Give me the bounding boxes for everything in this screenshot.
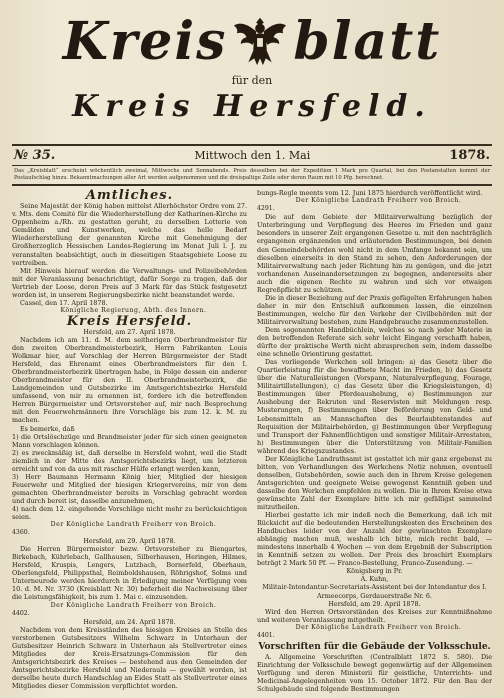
article-paragraph: Die auf dem Gebiete der Militairverwaltung bezüglich der Unterbringung und Verpflegung des Heeres im Frieden und ganz besonders in unserer Zeit ergangenen Gesetze u. mit den nachträglich ergangenen ergänzenden und erläuternden Bestimmungen, bei denen den Gemeindebehörden wohl nicht in dem Umfange bekannt sein, um dieselben einerseits in den Stand zu sehen, den Anforderungen der Militairverwaltung nach jeder Richtung hin zu genügen, und die jetzt vorhandenen Auseinandersetzungen zu begegnen, andererseits aber auch die eigenen Rechte zu wahren und sich vor etwaigen Regreßpflicht zu schützen. (257, 213, 492, 294)
article-paragraph: Dem sogenannten Handbüchlein, welches so nach jeder Materie in den betreffenden Referate sich sehr leicht Eingang verschafft haben, dürfte der praktische Werth nicht abzusprechen sein, indem dasselbe eine schnelle Orientirung gestattet. (257, 325, 492, 359)
article-paragraph: Seine Majestät der König haben mittelst Allerhöchster Ordre vom 27. v. Mts. dem Comité für die Wiederherstellung der Katharinen-Kirche zu Oppenheim a./Rh. zu gestatten geruht, zu derselben Lotterie von Gemälden und Kunstwerken, welche das helle Bedarf Wiederherstellung der genannten Kirche mit Genehmigung der Großherzoglich Hessischen Landes-Regierung im Monat Juli l. J. zu veranstalten beabsichtigt, auch in dieseitigen Staatsgebiete Loose zu vertreiben. (12, 202, 247, 267)
article-paragraph: Der Königliche Landrathsamt ist gestattet ich mir ganz ergebenst zu bitten, von Verhandlungen des Werkchens Notiz nehmen, eventuell denselben, Gutsbehörden, sowie auch den in Ihrem Kreise gelegenen Amtsgerichten und geeignete Weise gewogenst Kenntniß geben und dasselbe den Werkchen empfehlen zu wollen. Die in Ihrem Kreise etwa gewünschte Zahl der Exemplare bitte ich mir gefälligst sammelnd mitzutheilen. (257, 454, 492, 512)
reference-number: 4401. (257, 631, 275, 639)
dateline: Hersfeld, am 29. April 1878. (328, 599, 421, 608)
signature: Der Königliche Landrath Freiherr von Broich. (295, 197, 462, 205)
heading-vorschriften: Vorschriften für die Gebäude der Volksschule. (258, 641, 491, 652)
right-column (257, 189, 492, 697)
dateline: Hersfeld, am 27. April 1878. (83, 327, 176, 336)
dateline: Cassel, den 17. April 1878. (20, 298, 108, 307)
article-paragraph: Wird den Herren Ortsvorständen des Kreises zur Kenntnißnahme und weiteren Veranlassung mitgetheilt. (257, 607, 492, 624)
list-item: 1) die Ortslöschzüge und Brandmeister jeder für sich einen geeigneten Mann vorschlagen können. (12, 432, 247, 449)
signature: Der Königliche Landrath Freiherr von Broich. (50, 601, 217, 609)
article-paragraph: bungs-Regle meents vom 12. Juni 1875 hierdurch veröffentlicht wird. (257, 189, 483, 198)
issue-date: Mittwoch den 1. Mai (194, 149, 311, 162)
issue-number: № 35. (14, 148, 56, 163)
title-blatt: blatt (293, 10, 442, 72)
list-item: 2) es zweckmäßig ist, daß derselbe in Hersfeld wohnt, weil die Stadt ziemlich in der Mitte des Amtsgerichtsbezirks liegt, um letzteren erreicht und von da aus mit rascher Hülfe erlangt werden kann, (12, 448, 247, 473)
list-item: 3) Herr Baumann Hermann König hier, Mitglied der hiesigen Feuerwehr und Mitglied der hiesigen Kriegervereins, mir von dem gemachten Oberbrandmeister bereits in Vorschlag gebracht worden und durch bereit ist, dasselbe anzunehmen, (12, 472, 247, 505)
title-row (12, 6, 492, 76)
article-paragraph: Hierbei gestatte ich mir indeß noch die Bemerkung, daß ich mit Rücksicht auf die bedeutenden Herstellungskosten des Erscheinen des Handbuches leider von der Anzahl der gewünschten Exemplare abhängig machen muß, weshalb ich bitte, mich recht bald, — mindestens innerhalb 4 Wochen — von dem Ergebniß der Subscription in Kenntniß setzen zu wollen. Der Preis des broschirt Exemplars beträgt 2 Mark 50 Pf. — Franco-Bestellung, Franco-Zusendung. — (257, 511, 492, 568)
article-paragraph: Die Herren Bürgermeister bezw. Ortsvorsteher zu Biengartes, Birkebach, Kührlebach, Gallhausen, Silberhausen, Heringen, Hilmes, Hersfeld, Kruspis, Lengers, Lutzbach, Bornerfeld, Oberhaun, Oberlengsfeld, Philippsthal, Reimboldshausen, Röhrigshof, Solms und Unterneurode werden hierdurch in Erledigung meiner Verfügung vom 10. d. M. Nr. 3730 (Kreisblatt Nr. 30) beferheit die Nachweisung über die Leistungsfähigkeit, bis zum 1. Mai c. einzusenden. (12, 545, 247, 602)
reference-number: 4291. (257, 205, 275, 213)
title-fuer-den: für den (231, 74, 273, 87)
signature: Der Königliche Landrath Freiherr von Broich. (295, 623, 462, 631)
article-paragraph: Nachdem ich am 11. d. M. dem seitherigen Oberbrandmeister für den zweiten Oberbrandmeisterbezirk, Herrn Fabrikanten Louis Wolkmar hier, auf Vorschlag der Herren Bürgermeister der Stadt Hersfeld, das Ehrenamt eines Oberbrandmeisters für den I. Oberbrandmeisterbezirk übertragen habe, in Folge dessen ein anderer Oberbrandmeister für den II. Oberbrandmeisterbezirk, die Landgemeinden und Gutsbezirke im Amtsgerichtsbezirke Hersfeld umfassend, von mir zu ernennen ist, fordere ich die betreffenden Herren Bürgermeister und Ortsvorsteher auf, mir nach Besprechung mit den Feuerwehrmännern ihre Vorschläge bis zum 12. k. M. zu machen. (12, 335, 247, 425)
title-kreis: Kreis (62, 10, 228, 72)
article-paragraph: Es bemerke, daß (20, 424, 75, 433)
rule-bottom (12, 184, 492, 186)
heading-kreis-hersfeld: Kreis Hersfeld. (66, 313, 193, 329)
signature: Königliche Regierung, Abth. des Innern. (60, 306, 207, 314)
masthead (12, 6, 492, 144)
author-name: A. Kuhn, (360, 575, 389, 584)
author-title: Militair-Intendantur-Secretariats-Assistent bei der Intendantur des I. Armeecorps, Gerdauerstraße Nr. 6. (262, 583, 487, 600)
dateline: Hersfeld, am 29. April 1878. (83, 537, 176, 546)
title-kreis-hersfeld: Kreis Hersfeld. (72, 89, 432, 124)
heading-amtliches: Amtliches. (85, 189, 174, 204)
eagle-crest-icon (231, 12, 289, 70)
article-paragraph: Das vorliegende Werkchen soll bringen: a) das Gesetz über die Quartierleistung für die bewaffnete Macht im Frieden, b) das Gesetz über die Naturalleistungen (Vorspann, Naturalverpflegung, Fourage, Militairtillstellungen), c) das Gesetz über die Kriegsleistungen, d) Bestimmungen über Pferdeaushebung, e) Bestimmungen zur Aushebung der Rekruten und Reservisten mit Meldungen resp. Musterungen, f) Bestimmungen über Beförderung von Geld- und Lebensmitteln an Mannschaften des Beurlaubtenstandes auf Requisition der Militairbehörden, g) Bestimmungen über Verpflegung und Transport der Fahnenflüchtigen und sonstiger Militair-Arrestaten, h) Bestimmungen über die Unterstützung von Militair-Familien während des Kriegszustandes. (257, 358, 492, 455)
article-paragraph: Nachdem von dem Kreisständen des hiesigen Kreises an Stelle des verstorbenen Gutsbesitzers Wilhelm Schwarz in Unterhaun der Gutsbesitzer Heinrich Schwarz in Unterhaun als Stellvertreter eines Mitgliedes der Kreis-Ersatzungs-Commission für den Amtsgerichtsbezirk des Kreises — bestehend aus den Gemeinden der Amtsgerichtsbezirke Hersfeld und Niederaula — gewählt worden, ist derselbe heute durch Handschlag an Eides Statt als Stellvertreter eines Mitgliedes dieser Commission verpflichtet worden. (12, 625, 247, 690)
issue-info-row (12, 146, 492, 165)
signature: Der Königliche Landrath Freiherr von Broich. (50, 521, 217, 529)
dateline: Hersfeld, am 24. April 1878. (83, 617, 176, 626)
place-line: Königsberg in Pr. (346, 567, 403, 576)
article-paragraph: Mit Hinweis hierauf werden die Verwaltungs- und Polizeibehörden mit der Veranlassung benachrichtigt, dafür Sorge zu tragen, daß der Vertrieb der Loose, deren Preis auf 3 Mark für das Stück festgesetzt worden ist, in unserem Regierungsbezirke nicht beanstandet werde. (12, 266, 247, 299)
article-columns (12, 189, 492, 697)
reference-number: 4360. (12, 529, 30, 537)
article-paragraph: Die in dieser Beziehung auf der Praxis gefügelten Erfahrungen haben daher in mir den Entschluß aufkommen lassen, die einzelnen Bestimmungen, welche für den Verkehr der Civilbehörden mit der Militairverwaltung bestehen, zum Handgebrauche zusammenzustellen. (257, 293, 492, 326)
left-column (12, 189, 247, 697)
reference-number: 4402. (12, 609, 30, 617)
article-paragraph: A. Allgemeine Vorschriften (Centralblatt 1872 S. 580). Die Einrichtung der Volksschule bewegt gegenwärtig auf der Allgemeinen Verfügung und deren Ministerii für geistliche, Unterrichts- und Medicinal-Angelegenheiten vom 15. October 1872. Für den Bau der Schulgebäude sind folgende Bestimmungen (257, 652, 492, 694)
issue-year: 1878. (449, 148, 490, 163)
subscription-notice: Das „Kreisblatt“ erscheint wöchentlich zweimal, Mittwochs und Sonnabends. Preis desselben bei der Expedition 1 Mark pro Quartal, bei den Postanstalten kommt der Postaufschlag hinzu. Bekanntmachungen aller Art werden aufgenommen und die dreispaltige Zeile oder deren Raum mit 10 Pfg. berechnet. (14, 168, 490, 181)
list-item: 4) nach dem 12. eingehende Vorschläge nicht mehr zu berücksichtigen seien. (12, 504, 247, 522)
